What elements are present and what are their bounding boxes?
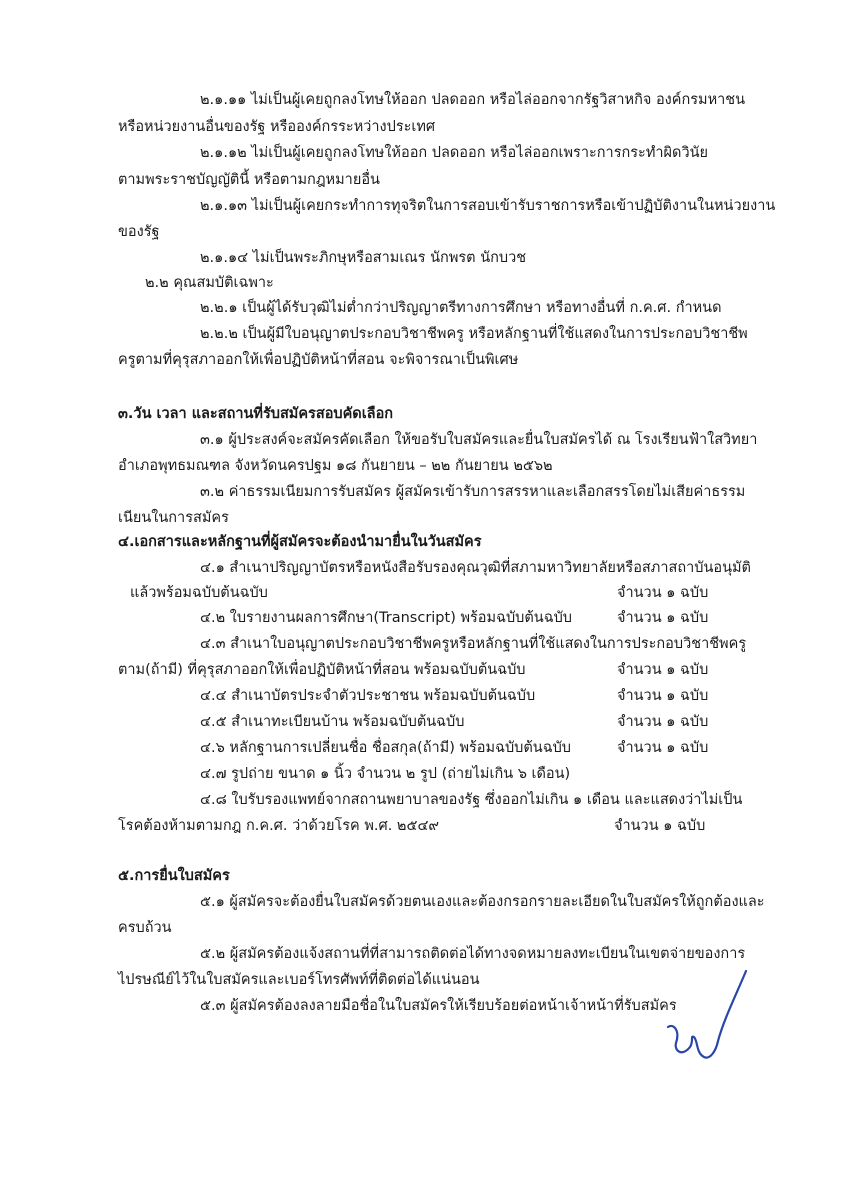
clause-2-2-1: ๒.๒.๑ เป็นผู้ได้รับวุฒิไม่ต่ำกว่าปริญญาตรีทางการศึกษา หรือทางอื่นที่ ก.ค.ศ. กำหนด xyxy=(200,300,722,316)
item-4-2: ๔.๒ ใบรายงานผลการศึกษา(Transcript) พร้อมฉบับต้นฉบับ xyxy=(200,610,572,626)
clause-2-2-2-line-1: ๒.๒.๒ เป็นผู้มีใบอนุญาตประกอบวิชาชีพครู หรือหลักฐานที่ใช้แสดงในการประกอบวิชาชีพ xyxy=(200,326,748,342)
item-4-8-line-1: ๔.๘ ใบรับรองแพทย์จากสถานพยาบาลของรัฐ ซึ่งออกไม่เกิน ๑ เดือน และแสดงว่าไม่เป็น xyxy=(200,792,743,808)
clause-2-1-12-line-2: ตามพระราชบัญญัตินี้ หรือตามกฎหมายอื่น xyxy=(118,172,380,188)
clause-3-2-line-2: เนียนในการสมัคร xyxy=(118,510,229,526)
clause-2-1-11-line-2: หรือหน่วยงานอื่นของรัฐ หรือองค์กรระหว่างประเทศ xyxy=(118,119,436,135)
item-4-4: ๔.๔ สำเนาบัตรประจำตัวประชาชน พร้อมฉบับต้นฉบับ xyxy=(200,688,536,704)
item-4-1-quantity: จำนวน ๑ ฉบับ xyxy=(617,585,709,601)
item-4-4-quantity: จำนวน ๑ ฉบับ xyxy=(617,688,709,704)
item-4-1-line-2: แล้วพร้อมฉบับต้นฉบับ xyxy=(130,585,268,601)
item-4-1-line-1: ๔.๑ สำเนาปริญญาบัตรหรือหนังสือรับรองคุณวุฒิที่สภามหาวิทยาลัยหรือสภาสถาบันอนุมัติ xyxy=(200,560,751,576)
item-4-3-line-1: ๔.๓ สำเนาใบอนุญาตประกอบวิชาชีพครูหรือหลักฐานที่ใช้แสดงในการประกอบวิชาชีพครู xyxy=(200,636,747,652)
clause-2-1-13-line-1: ๒.๑.๑๓ ไม่เป็นผู้เคยกระทำการทุจริตในการสอบเข้ารับราชการหรือเข้าปฏิบัติงานในหน่วยงาน xyxy=(200,198,776,214)
clause-2-2-2-line-2: ครูตามที่คุรุสภาออกให้เพื่อปฏิบัติหน้าที่สอน จะพิจารณาเป็นพิเศษ xyxy=(118,352,519,368)
signature-mark xyxy=(660,965,750,1065)
item-4-6: ๔.๖ หลักฐานการเปลี่ยนชื่อ ชื่อสกุล(ถ้ามี) พร้อมฉบับต้นฉบับ xyxy=(200,740,571,756)
clause-2-1-11-line-1: ๒.๑.๑๑ ไม่เป็นผู้เคยถูกลงโทษให้ออก ปลดออก หรือไล่ออกจากรัฐวิสาหกิจ องค์กรมหาชน xyxy=(200,92,746,108)
item-4-7: ๔.๗ รูปถ่าย ขนาด ๑ นิ้ว จำนวน ๒ รูป (ถ่ายไม่เกิน ๖ เดือน) xyxy=(200,766,571,782)
clause-2-1-14: ๒.๑.๑๔ ไม่เป็นพระภิกษุหรือสามเณร นักพรต นักบวช xyxy=(200,250,527,266)
item-4-3-quantity: จำนวน ๑ ฉบับ xyxy=(617,662,709,678)
clause-3-1-line-2: อำเภอพุทธมณฑล จังหวัดนครปฐม ๑๘ กันยายน – ๒๒ กันยายน ๒๕๖๒ xyxy=(118,458,553,474)
clause-3-1-line-1: ๓.๑ ผู้ประสงค์จะสมัครคัดเลือก ให้ขอรับใบสมัครและยื่นใบสมัครได้ ณ โรงเรียนฟ้าใสวิทยา xyxy=(200,432,758,448)
clause-5-1-line-2: ครบถ้วน xyxy=(118,920,172,936)
clause-5-2-line-1: ๕.๒ ผู้สมัครต้องแจ้งสถานที่ที่สามารถติดต่อได้ทางจดหมายลงทะเบียนในเขตจ่ายของการ xyxy=(200,946,746,962)
item-4-8-quantity: จำนวน ๑ ฉบับ xyxy=(614,818,706,834)
clause-5-1-line-1: ๕.๑ ผู้สมัครจะต้องยื่นใบสมัครด้วยตนเองและต้องกรอกรายละเอียดในใบสมัครให้ถูกต้องและ xyxy=(200,894,765,910)
section-5-heading: ๕.การยื่นใบสมัคร xyxy=(118,868,230,884)
item-4-2-quantity: จำนวน ๑ ฉบับ xyxy=(617,610,709,626)
clause-3-2-line-1: ๓.๒ ค่าธรรมเนียมการรับสมัคร ผู้สมัครเข้ารับการสรรหาและเลือกสรรโดยไม่เสียค่าธรรม xyxy=(200,484,746,500)
clause-2-1-12-line-1: ๒.๑.๑๒ ไม่เป็นผู้เคยถูกลงโทษให้ออก ปลดออก หรือไล่ออกเพราะการกระทำผิดวินัย xyxy=(200,145,708,161)
item-4-6-quantity: จำนวน ๑ ฉบับ xyxy=(617,740,709,756)
clause-5-2-line-2: ไปรษณีย์ไว้ในใบสมัครและเบอร์โทรศัพท์ที่ติดต่อได้แน่นอน xyxy=(118,972,480,988)
item-4-3-line-2: ตาม(ถ้ามี) ที่คุรุสภาออกให้เพื่อปฏิบัติหน้าที่สอน พร้อมฉบับต้นฉบับ xyxy=(118,662,526,678)
clause-2-2-heading: ๒.๒ คุณสมบัติเฉพาะ xyxy=(145,275,274,291)
item-4-5-quantity: จำนวน ๑ ฉบับ xyxy=(617,714,709,730)
clause-5-3: ๕.๓ ผู้สมัครต้องลงลายมือชื่อในใบสมัครให้เรียบร้อยต่อหน้าเจ้าหน้าที่รับสมัคร xyxy=(200,998,677,1014)
item-4-5: ๔.๕ สำเนาทะเบียนบ้าน พร้อมฉบับต้นฉบับ xyxy=(200,714,465,730)
section-4-heading: ๔.เอกสารและหลักฐานที่ผู้สมัครจะต้องนำมายื่นในวันสมัคร xyxy=(118,534,482,550)
section-3-heading: ๓.วัน เวลา และสถานที่รับสมัครสอบคัดเลือก xyxy=(118,406,394,422)
clause-2-1-13-line-2: ของรัฐ xyxy=(118,224,160,240)
item-4-8-line-2: โรคต้องห้ามตามกฎ ก.ค.ศ. ว่าด้วยโรค พ.ศ. ๒๕๔๙ xyxy=(118,818,440,834)
